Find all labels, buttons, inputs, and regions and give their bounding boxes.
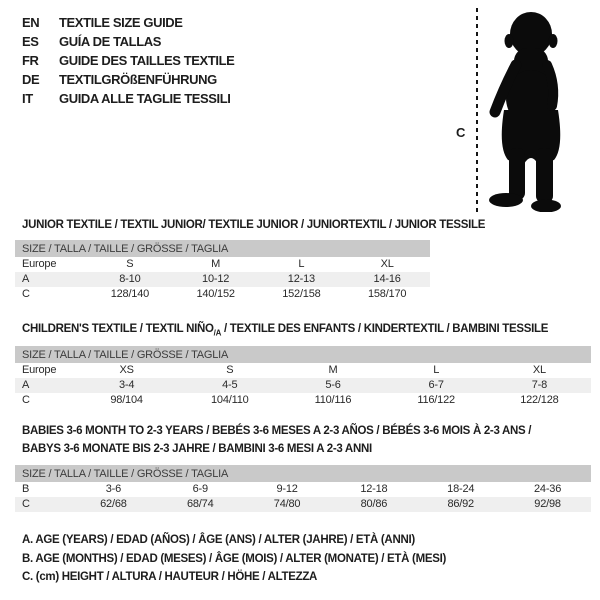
age-cell: 6-7 xyxy=(428,379,444,391)
height-cell: 74/80 xyxy=(273,498,301,510)
children-title-part: CHILDREN'S TEXTILE / TEXTIL NIÑO xyxy=(22,323,214,335)
note-age-years: A. AGE (YEARS) / EDAD (AÑOS) / ÂGE (ANS) / ALTER (JAHRE) / ETÀ (ANNI) xyxy=(22,534,415,546)
size-header-bar: SIZE / TALLA / TAILLE / GRÖSSE / TAGLIA xyxy=(15,346,591,363)
babies-size-table xyxy=(15,465,591,512)
language-code: FR xyxy=(22,53,39,68)
row-label: C xyxy=(22,288,30,300)
size-cell: XL xyxy=(532,364,546,376)
age-cell: 4-5 xyxy=(222,379,238,391)
legend-notes xyxy=(22,531,446,587)
size-cell: L xyxy=(433,364,440,376)
height-cell: 128/140 xyxy=(110,288,150,300)
language-row xyxy=(22,89,234,108)
row-label: C xyxy=(22,394,30,406)
size-cell: M xyxy=(328,364,338,376)
babies-title-line1: BABIES 3-6 MONTH TO 2-3 YEARS / BEBÉS 3-6 MESES A 2-3 AÑOS / BÉBÉS 3-6 MOIS À 2-3 ANS / xyxy=(22,425,532,437)
age-cell: 5-6 xyxy=(325,379,341,391)
junior-table-title: JUNIOR TEXTILE / TEXTIL JUNIOR/ TEXTILE JUNIOR / JUNIORTEXTIL / JUNIOR TESSILE xyxy=(22,219,486,231)
size-cell: S xyxy=(226,364,234,376)
height-marker-label: C xyxy=(456,125,466,140)
size-cell: XS xyxy=(119,364,134,376)
language-code: EN xyxy=(22,15,40,30)
toddler-silhouette-icon xyxy=(484,10,576,212)
size-cell: M xyxy=(211,258,221,270)
age-cell: 6-9 xyxy=(192,483,208,495)
language-title: GUIDE DES TAILLES TEXTILE xyxy=(59,53,235,68)
language-title: GUÍA DE TALLAS xyxy=(59,34,162,49)
row-label: A xyxy=(22,379,30,391)
height-cell: 116/122 xyxy=(417,394,455,406)
language-header xyxy=(22,13,234,108)
size-header-bar: SIZE / TALLA / TAILLE / GRÖSSE / TAGLIA xyxy=(15,465,591,482)
age-cell: 18-24 xyxy=(447,483,475,495)
language-code: IT xyxy=(22,91,33,106)
language-code: DE xyxy=(22,72,40,87)
language-title: TEXTILGRÖßENFÜHRUNG xyxy=(59,72,217,87)
height-cell: 80/86 xyxy=(360,498,388,510)
size-cell: XL xyxy=(380,258,394,270)
row-label: C xyxy=(22,498,30,510)
height-cell: 122/128 xyxy=(520,394,559,406)
row-label: A xyxy=(22,273,30,285)
children-size-table xyxy=(15,346,591,408)
age-cell: 14-16 xyxy=(373,273,401,285)
size-cell: S xyxy=(126,258,134,270)
height-cell: 62/68 xyxy=(100,498,127,510)
height-cell: 104/110 xyxy=(211,394,249,406)
language-code: ES xyxy=(22,34,39,49)
table-row xyxy=(15,363,591,378)
language-row xyxy=(22,32,234,51)
language-title: TEXTILE SIZE GUIDE xyxy=(59,15,183,30)
row-label: B xyxy=(22,483,30,495)
age-cell: 12-13 xyxy=(287,273,315,285)
table-row xyxy=(15,497,591,512)
row-label: Europe xyxy=(22,364,57,376)
height-dashed-line xyxy=(476,8,478,214)
height-cell: 110/116 xyxy=(314,394,352,406)
age-cell: 3-6 xyxy=(105,483,122,495)
table-row xyxy=(15,378,591,393)
table-row xyxy=(15,393,591,408)
age-cell: 8-10 xyxy=(119,273,141,285)
age-cell: 7-8 xyxy=(531,379,548,391)
height-cell: 92/98 xyxy=(534,498,561,510)
age-cell: 10-12 xyxy=(202,273,230,285)
language-row xyxy=(22,51,234,70)
age-cell: 9-12 xyxy=(276,483,298,495)
height-cell: 152/158 xyxy=(282,288,321,300)
language-row xyxy=(22,70,234,89)
height-cell: 98/104 xyxy=(110,394,143,406)
table-row xyxy=(15,482,591,497)
babies-table-title xyxy=(22,422,531,458)
age-cell: 3-4 xyxy=(118,379,135,391)
language-title: GUIDA ALLE TAGLIE TESSILI xyxy=(59,91,231,106)
table-row xyxy=(15,272,430,287)
language-row xyxy=(22,13,234,32)
babies-title-line2: BABYS 3-6 MONATE BIS 2-3 JAHRE / BAMBINI 3-6 MESI A 2-3 ANNI xyxy=(22,443,372,455)
age-cell: 24-36 xyxy=(534,483,562,495)
children-table-title xyxy=(22,320,548,342)
height-cell: 86/92 xyxy=(447,498,474,510)
age-cell: 12-18 xyxy=(360,483,388,495)
children-title-part: / TEXTILE DES ENFANTS / KINDERTEXTIL / BAMBINI TESSILE xyxy=(221,323,549,335)
table-row xyxy=(15,287,430,302)
size-header-bar: SIZE / TALLA / TAILLE / GRÖSSE / TAGLIA xyxy=(15,240,430,257)
height-cell: 140/152 xyxy=(196,288,235,300)
children-title-subscript: /A xyxy=(213,328,222,338)
note-age-months: B. AGE (MONTHS) / EDAD (MESES) / ÂGE (MOIS) / ALTER (MONATE) / ETÀ (MESI) xyxy=(22,552,447,565)
table-row xyxy=(15,257,430,272)
height-cell: 68/74 xyxy=(186,498,214,510)
size-cell: L xyxy=(298,258,305,270)
note-height-cm: C. (cm) HEIGHT / ALTURA / HAUTEUR / HÖHE / ALTEZZA xyxy=(22,571,318,583)
junior-size-table xyxy=(15,240,430,302)
height-cell: 158/170 xyxy=(367,288,407,300)
row-label: Europe xyxy=(22,258,57,270)
